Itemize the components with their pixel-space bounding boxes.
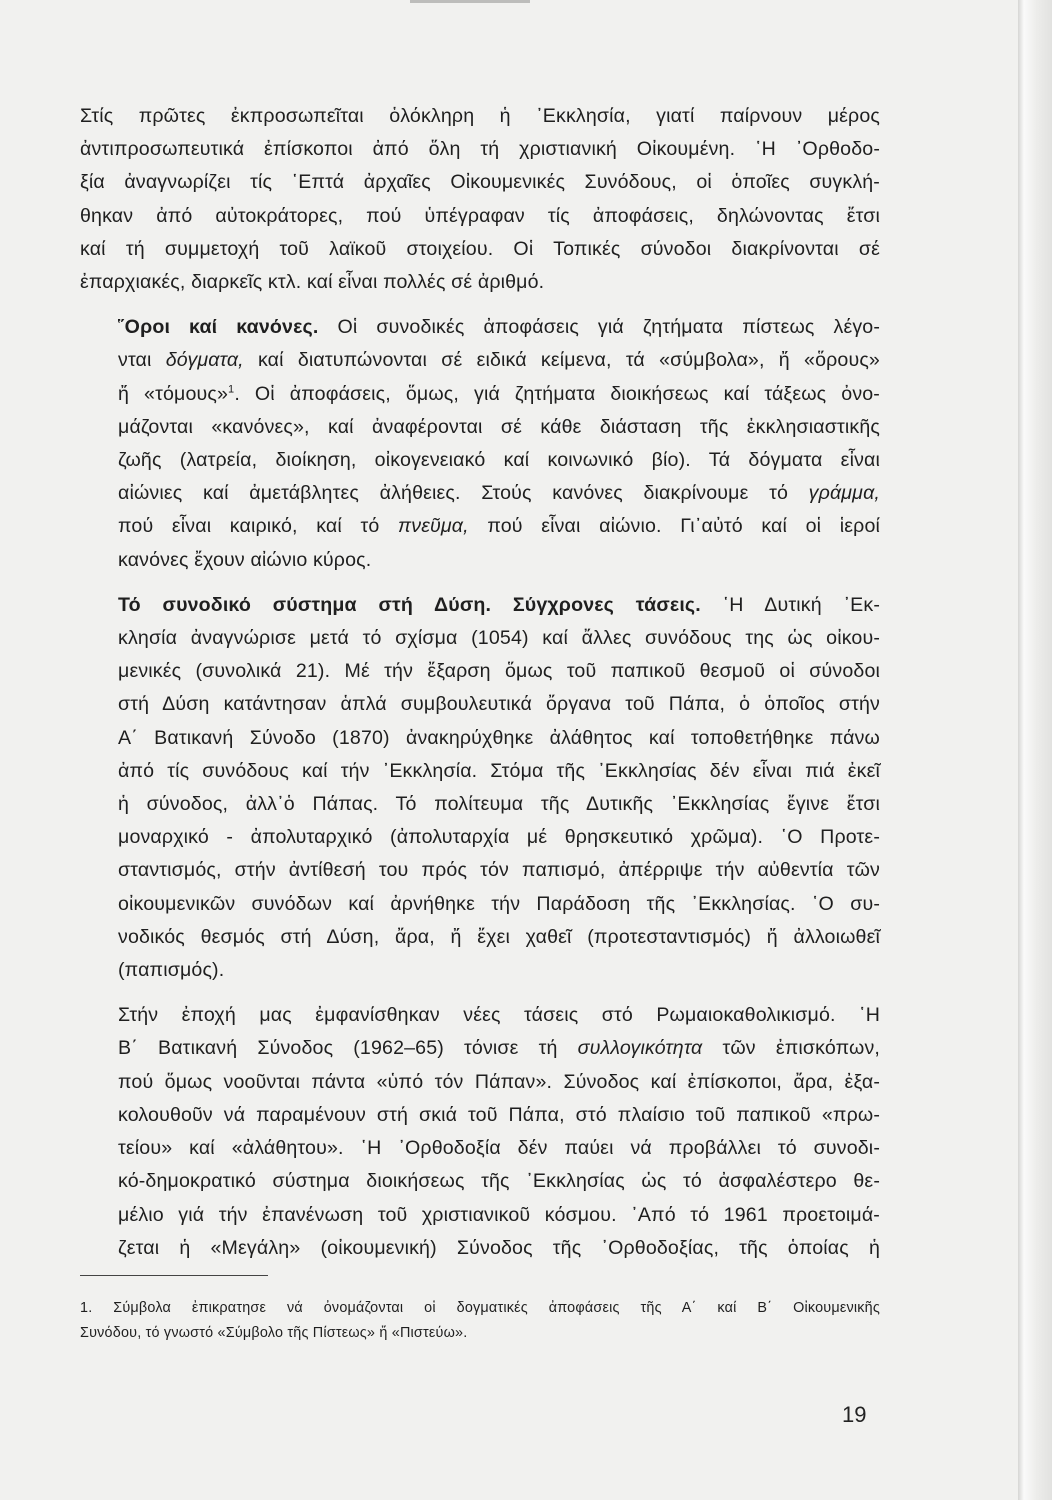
text-line: κανόνες ἔχουν αἰώνιο κύρος. [118, 548, 372, 571]
text-run: Οἱ συνοδικές ἀποφάσεις γιά ζητήματα πίστεως λέγο- [318, 316, 880, 339]
text-line: θηκαν ἀπό αὐτοκράτορες, πού ὑπέγραφαν τίς ἀποφάσεις, δηλώνοντας ἔτσι [80, 204, 880, 227]
text-line: τείου» καί «ἀλάθητου». ῾Η ᾿Ορθοδοξία δέν παύει νά προβάλλει τό συνοδι- [118, 1137, 880, 1160]
text-line: Στίς πρῶτες ἐκπροσωπεῖται ὁλόκληρη ἡ ᾿Εκκλησία, γιατί παίρνουν μέρος [80, 105, 880, 127]
scan-top-mark [410, 0, 530, 3]
text-line [80, 311, 880, 344]
text-line: Α΄ Βατικανή Σύνοδο (1870) ἀνακηρύχθηκε ἀλάθητος καί τοποθετήθηκε πάνω [118, 726, 880, 749]
text-line [80, 344, 880, 377]
text-line: κολουθοῦν νά παραμένουν στή σκιά τοῦ Πάπα, στό πλαίσιο τοῦ παπικοῦ «πρω- [118, 1103, 880, 1126]
text-run: καί διατυπώνονται σέ ειδικά κείμενα, τά «σύμβολα», ἤ «ὅρους» [243, 349, 880, 372]
page-number: 19 [842, 1402, 867, 1427]
text-run: νται [118, 349, 166, 372]
text-line: σταντισμός, στήν ἀντίθεσή του πρός τόν παπισμό, ἀπέρριψε τήν αὐθεντία τῶν [118, 859, 880, 882]
paragraph-1 [80, 100, 880, 299]
text-line: Στήν ἐποχή μας ἐμφανίσθηκαν νέες τάσεις στό Ρωμαιοκαθολικισμό. ῾Η [118, 1004, 880, 1027]
text-line [80, 378, 880, 411]
text-line: μέλιο γιά τήν ἐπανένωση τοῦ χριστιανικοῦ κόσμου. ᾿Από τό 1961 προετοιμά- [118, 1203, 880, 1226]
text-run: αἰώνιες καί ἀμετάβλητες ἀλήθειες. Στούς κανόνες διακρίνουμε τό [118, 482, 809, 505]
text-line: μάζονται «κανόνες», καί ἀναφέρονται σέ κάθε διάσταση τῆς ἐκκλησιαστικῆς [118, 415, 880, 438]
footnote [80, 1296, 880, 1346]
text-line: κλησία ἀναγνώρισε μετά τό σχίσμα (1054) καί ἄλλες συνόδους της ὡς οἰκου- [118, 627, 880, 650]
section-heading-terms: ῞Οροι καί κανόνες. [118, 316, 319, 339]
text-run: ῾Η Δυτική ᾿Εκ- [700, 593, 880, 616]
italic-term: δόγματα, [165, 349, 244, 372]
text-line: ἀντιπροσωπευτικά ἐπίσκοποι ἀπό ὅλη τή χριστιανική Οἰκουμένη. ῾Η ᾿Ορθοδο- [80, 138, 880, 161]
italic-term: συλλογικότητα [577, 1037, 703, 1060]
paragraph-4 [80, 999, 880, 1265]
text-line [80, 589, 880, 622]
text-run: πού εἶναι καιρικό, καί τό [118, 515, 399, 538]
text-line [80, 1032, 880, 1065]
text-line: κό-δημοκρατικό σύστημα διοικήσεως τῆς ᾿Εκκλησίας ὡς τό ἀσφαλέστερο θε- [118, 1170, 880, 1193]
text-line: στή Δύση κατάντησαν ἁπλά συμβουλευτικά ὄργανα τοῦ Πάπα, ὁ ὁποῖος στήν [118, 693, 880, 716]
text-line: καί τή συμμετοχή τοῦ λαϊκοῦ στοιχείου. Οἱ Τοπικές σύνοδοι διακρίνονται σέ [80, 237, 880, 260]
paragraph-2 [80, 311, 880, 577]
footnote-ref: 1 [228, 383, 235, 396]
footnote-line: 1. Σύμβολα ἐπικρατησε νά ὀνομάζονται οἱ δογματικές ἀποφάσεις τῆς Α΄ καί Β΄ Οἰκουμενικῆς [80, 1300, 880, 1316]
text-line: ξία ἀναγνωρίζει τίς ῾Επτά ἀρχαῖες Οἰκουμενικές Συνόδους, οἱ ὁποῖες συγκλή- [80, 171, 880, 194]
text-line [80, 510, 880, 543]
section-heading-west: Τό συνοδικό σύστημα στή Δύση. Σύγχρονες τάσεις. [118, 593, 701, 616]
footnote-divider [80, 1275, 268, 1276]
text-line: ἐπαρχιακές, διαρκεῖς κτλ. καί εἶναι πολλές σέ ἀριθμό. [80, 271, 545, 294]
footnote-line: Συνόδου, τό γνωστό «Σύμβολο τῆς Πίστεως» ἤ «Πιστεύω». [80, 1325, 468, 1341]
text-line: μενικές (συνολικά 21). Μέ τήν ἔξαρση ὅμως τοῦ παπικοῦ θεσμοῦ οἱ σύνοδοι [118, 660, 880, 683]
main-text [80, 100, 880, 1265]
text-line: ἡ σύνοδος, ἀλλ᾿ὁ Πάπας. Τό πολίτευμα τῆς Δυτικῆς ᾿Εκκλησίας ἔγινε ἔτσι [118, 793, 880, 816]
text-run: τῶν ἐπισκόπων, [702, 1037, 880, 1060]
text-line: ἀπό τίς συνόδους καί τήν ᾿Εκκλησία. Στόμα τῆς ᾿Εκκλησίας δέν εἶναι πιά ἐκεῖ [118, 759, 880, 782]
text-line: πού ὅμως νοοῦνται πάντα «ὑπό τόν Πάπαν». Σύνοδος καί ἐπίσκοποι, ἄρα, ἐξα- [118, 1070, 880, 1093]
paragraph-3 [80, 589, 880, 987]
italic-term: γράμμα, [808, 482, 880, 505]
italic-term: πνεῦμα, [398, 515, 469, 538]
text-run: ἤ «τόμους» [118, 382, 229, 405]
text-run: πού εἶναι αἰώνιο. Γι᾿αὐτό καί οἱ ἱεροί [468, 515, 880, 538]
text-line [80, 477, 880, 510]
text-line: (παπισμός). [118, 959, 225, 982]
text-line: νοδικός θεσμός στή Δύση, ἄρα, ἤ ἔχει χαθεῖ (προτεσταντισμός) ἤ ἀλλοιωθεῖ [118, 925, 880, 948]
text-line: οἰκουμενικῶν συνόδων καί ἀρνήθηκε τήν Παράδοση τῆς ᾿Εκκλησίας. ῾Ο συ- [118, 892, 880, 915]
text-line: ζωῆς (λατρεία, διοίκηση, οἰκογενειακό καί κοινωνικό βίο). Τά δόγματα εἶναι [118, 449, 880, 472]
text-line: ζεται ἡ «Μεγάλη» (οἰκουμενική) Σύνοδος τῆς ᾿Ορθοδοξίας, τῆς ὁποίας ἡ [118, 1236, 880, 1259]
text-run: Β΄ Βατικανή Σύνοδος (1962–65) τόνισε τή [118, 1037, 578, 1060]
text-run: . Οἱ ἀποφάσεις, ὅμως, γιά ζητήματα διοικήσεως καί τάξεως ὀνο- [234, 382, 880, 405]
book-page-edge [1018, 0, 1052, 1500]
text-line: μοναρχικό - ἀπολυταρχικό (ἀπολυταρχία μέ θρησκευτικό χρῶμα). ῾Ο Προτε- [118, 826, 880, 849]
